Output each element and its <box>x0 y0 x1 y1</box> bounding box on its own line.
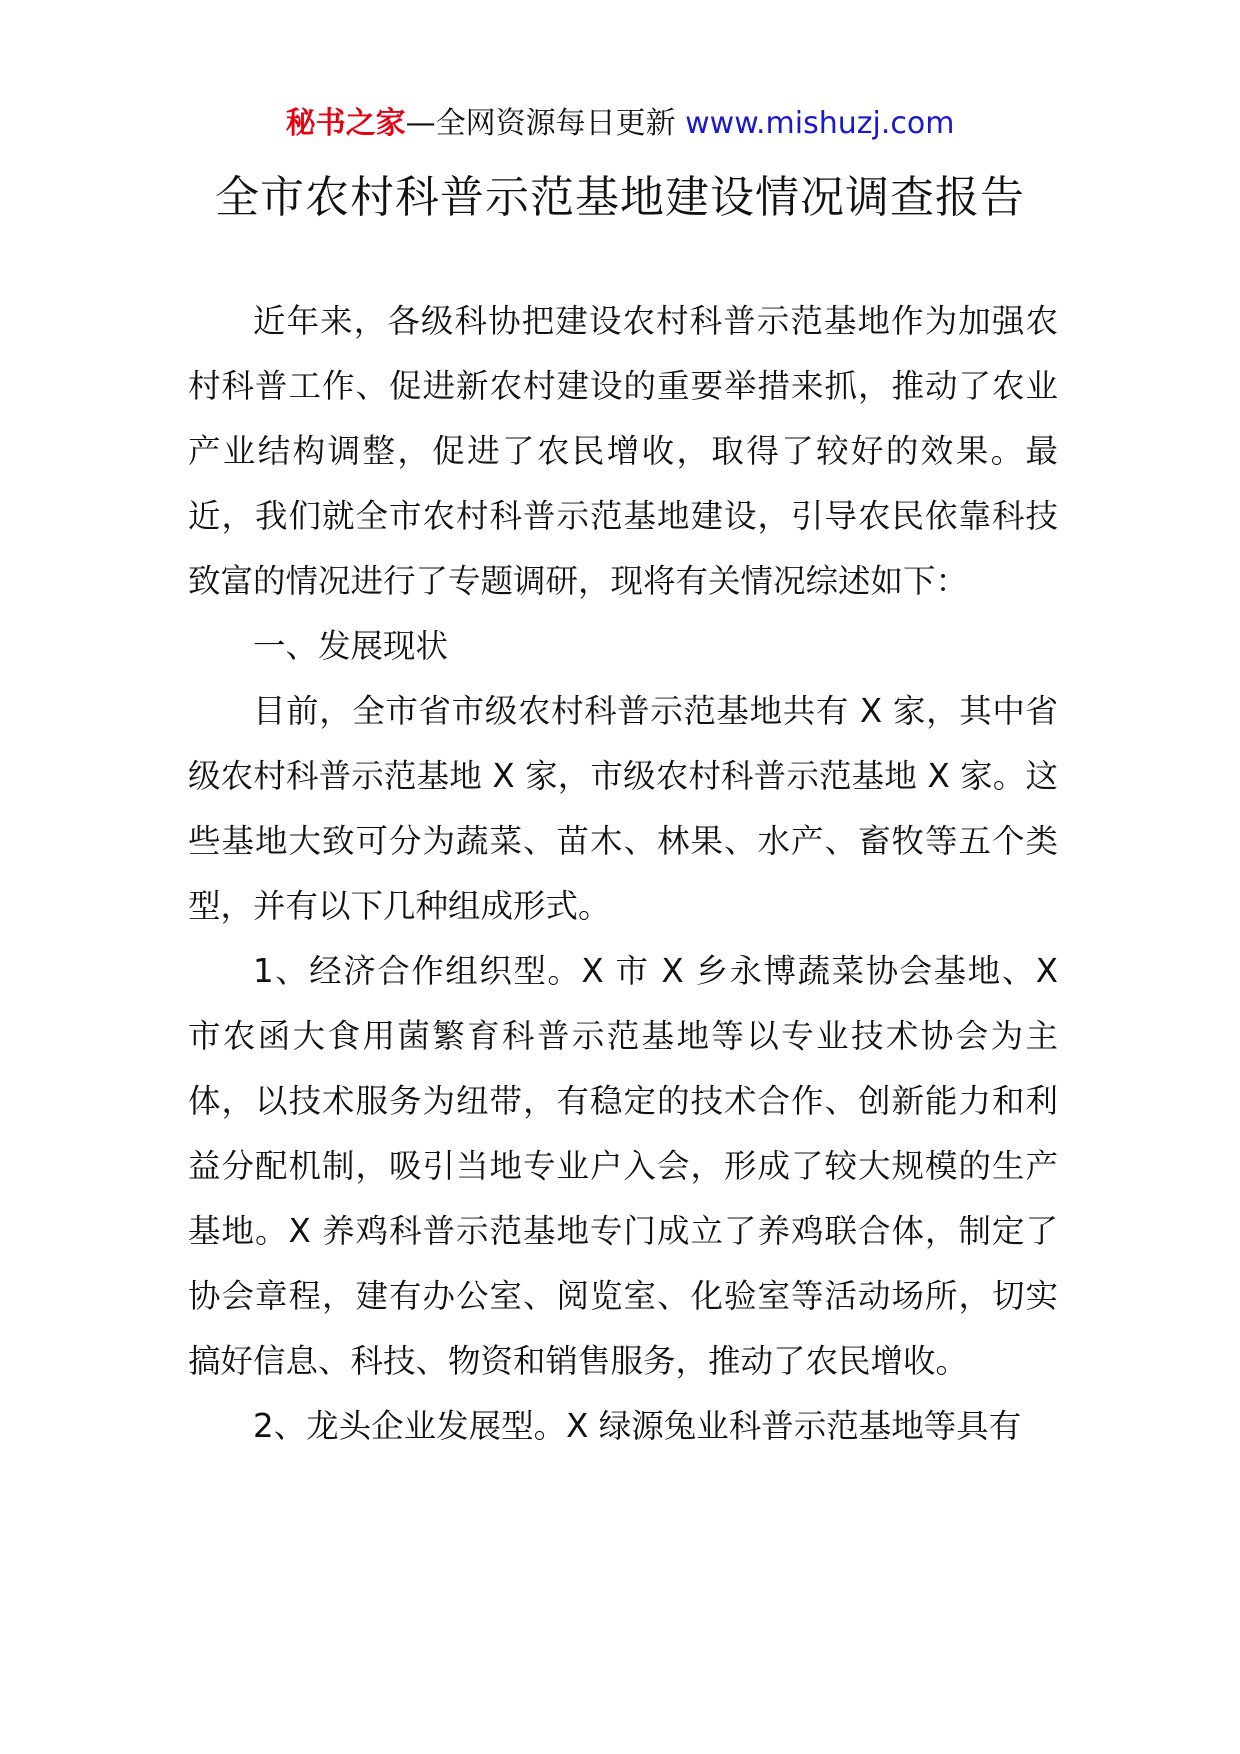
site-link[interactable]: www.mishuzj.com <box>685 106 955 141</box>
paragraph-item-2: 2、龙头企业发展型。X 绿源兔业科普示范基地等具有 <box>253 1407 1022 1445</box>
document-body <box>188 289 1058 1459</box>
brand-name: 秘书之家 <box>285 106 406 141</box>
paragraph-item-1: 1、经济合作组织型。X 市 X 乡永博蔬菜协会基地、X 市农函大食用菌繁育科普示范基地等以专业技术协会为主体，以技术服务为纽带，有稳定的技术合作、创新能力和利益分配机制，吸引当地专业户入会，形成了较大规模的生产基地。X 养鸡科普示范基地专门成立了养鸡联合体，制定了协会章程，建有办公室、阅览室、化验室等活动场所，切实搞好信息、科技、物资和销售服务，推动了农民增收。 <box>188 952 1058 1380</box>
header-slogan: —全网资源每日更新 <box>405 106 676 141</box>
document-title: 全市农村科普示范基地建设情况调查报告 <box>215 172 1025 223</box>
paragraph-status: 目前，全市省市级农村科普示范基地共有 X 家，其中省级农村科普示范基地 X 家，市级农村科普示范基地 X 家。这些基地大致可分为蔬菜、苗木、林果、水产、畜牧等五个类型，并有以下几种组成形式。 <box>188 692 1058 925</box>
site-header <box>0 102 1240 146</box>
paragraph-intro: 近年来，各级科协把建设农村科普示范基地作为加强农村科普工作、促进新农村建设的重要举措来抓，推动了农业产业结构调整，促进了农民增收，取得了较好的效果。最近，我们就全市农村科普示范基地建设，引导农民依靠科技致富的情况进行了专题调研，现将有关情况综述如下： <box>188 302 1058 600</box>
section-heading: 一、发展现状 <box>253 627 449 665</box>
